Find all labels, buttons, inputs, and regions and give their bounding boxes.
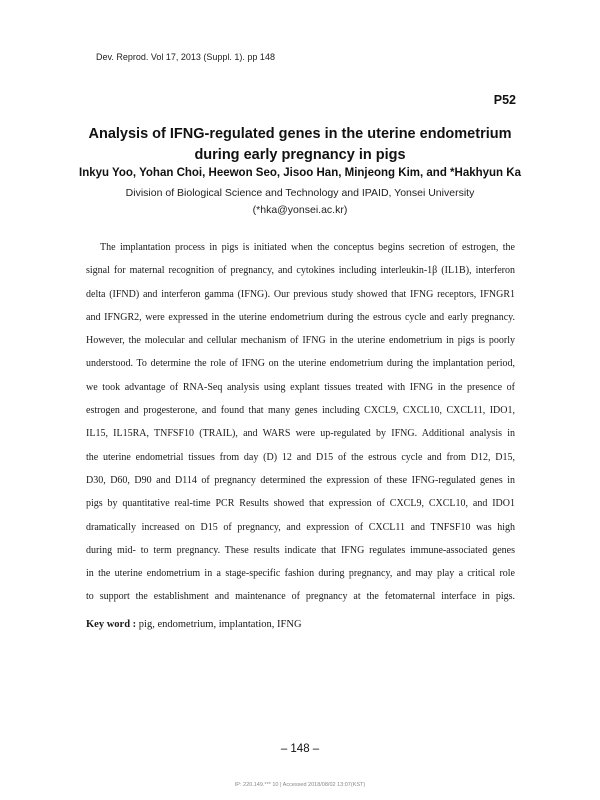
keywords-value: pig, endometrium, implantation, IFNG xyxy=(136,619,302,630)
poster-id: P52 xyxy=(493,93,516,107)
access-stamp: IP: 220.149.*** 10 | Accessed 2018/08/02 13:07(KST) xyxy=(234,782,366,788)
abstract-line: signal for maternal recognition of pregnancy, and cytokines including interleukin-1β (IL1B), interferon xyxy=(86,265,515,277)
abstract-line: delta (IFND) and interferon gamma (IFNG). Our previous study showed that IFNG receptors, IFNGR1 xyxy=(86,288,515,300)
journal-reference: Dev. Reprod. Vol 17, 2013 (Suppl. 1). pp 148 xyxy=(96,52,275,62)
title-line-2: during early pregnancy in pigs xyxy=(194,147,406,163)
keywords xyxy=(86,619,302,630)
title-line-1: Analysis of IFNG-regulated genes in the uterine endometrium xyxy=(88,126,512,142)
abstract-line: during mid- to term pregnancy. These results indicate that IFNG regulates immune-associated genes xyxy=(86,544,515,556)
abstract-line: The implantation process in pigs is initiated when the conceptus begins secretion of estrogen, the xyxy=(100,242,515,253)
abstract-line: estrogen and progesterone, and found that many genes including CXCL9, CXCL10, CXCL11, IDO1, xyxy=(86,405,515,417)
abstract-line: to support the establishment and maintenance of pregnancy at the fetomaternal interface in pigs. xyxy=(86,591,515,603)
abstract-line: we took advantage of RNA-Seq analysis using explant tissues treated with IFNG in the presence of xyxy=(86,381,515,393)
keywords-label: Key word : xyxy=(86,619,137,630)
abstract-line: in the uterine endometrium in a stage-specific fashion during pregnancy, and may play a critical role xyxy=(86,568,515,580)
abstract-line: and IFNGR2, were expressed in the uterine endometrium during the estrous cycle and early pregnancy. xyxy=(86,311,515,323)
abstract-line: the uterine endometrial tissues from day (D) 12 and D15 of the estrous cycle and from D12, D15, xyxy=(86,451,515,463)
abstract-line: understood. To determine the role of IFNG on the uterine endometrium during the implantation period, xyxy=(86,358,515,370)
affiliation: Division of Biological Science and Technology and IPAID, Yonsei University xyxy=(125,187,475,199)
corresponding-email: (*hka@yonsei.ac.kr) xyxy=(252,204,348,216)
paper-title xyxy=(60,124,540,166)
author-list: Inkyu Yoo, Yohan Choi, Heewon Seo, Jisoo Han, Minjeong Kim, and *Hakhyun Ka xyxy=(79,167,521,179)
abstract-line: pigs by quantitative real-time PCR Results showed that expression of CXCL9, CXCL10, and IDO1 xyxy=(86,498,515,510)
abstract-line: However, the molecular and cellular mechanism of IFNG in the uterine endometrium in pigs is poorly xyxy=(86,335,515,347)
abstract-body xyxy=(86,236,515,609)
abstract-line: D30, D60, D90 and D114 of pregnancy determined the expression of these IFNG-regulated genes in xyxy=(86,474,515,486)
abstract-line: IL15, IL15RA, TNFSF10 (TRAIL), and WARS were up-regulated by IFNG. Additional analysis in xyxy=(86,428,515,440)
page-number: – 148 – xyxy=(280,743,320,755)
abstract-line: dramatically increased on D15 of pregnancy, and expression of CXCL11 and TNFSF10 was high xyxy=(86,521,515,533)
